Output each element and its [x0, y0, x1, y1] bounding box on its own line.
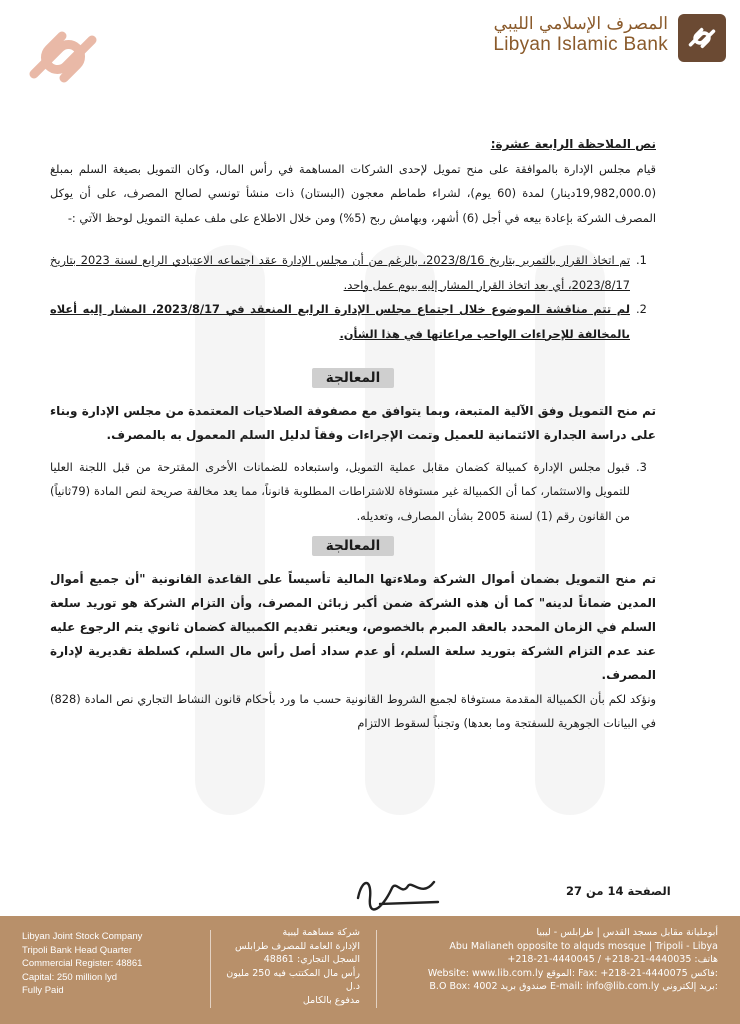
- brand-name: [493, 14, 668, 56]
- footer-line: Capital: 250 million lyd: [22, 971, 118, 983]
- footer-address-arabic: أبومليانة مقابل مسجد القدس | طرابلس - ليبيا: [536, 927, 718, 938]
- intro-paragraph: قيام مجلس الإدارة بالموافقة على منح تمويل لإحدى الشركات المساهمة في رأس المال، وكان التمويل بصيغة السلم بمبلغ (19,982,000.0دينار) لمدة (60 يوم)، لشراء طماطم معجون (البستان) ذات منشأ تونسي لصالح المصرف، على أن يوكل المصرف الشركة بإعادة بيعه في أجل (6) أشهر، وبهامش ربح (5%) ومن خلال الاطلاع على ملف عملية التمويل لوحظ الآتي :-: [50, 161, 657, 225]
- finding-text: تم اتخاذ القرار بالتمرير بتاريخ 2023/8/16، بالرغم من أن مجلس الإدارة عقد اجتماعه الاعتيادي الرابع لسنة 2023 بتاريخ 2023/8/17، أي بعد اتخاذ القرار المشار إليه بيوم عمل واحد.: [50, 253, 630, 292]
- closing-paragraph: ونؤكد لكم بأن الكمبيالة المقدمة مستوفاة لجميع الشروط القانونية حسب ما ورد بأحكام قانون النشاط التجاري نص المادة (828) في البيانات الجوهرية للسفتجة وما بعدها) وتجنباً لسقوط الالتزام: [50, 691, 656, 730]
- footer-line: مدفوع بالكامل: [302, 994, 360, 1006]
- footer-company-english: [22, 930, 142, 998]
- letterhead: [493, 14, 726, 74]
- brand-name-arabic: المصرف الإسلامي الليبي: [493, 14, 668, 34]
- list-number: 3.: [636, 459, 647, 474]
- list-number: 2.: [636, 302, 647, 316]
- brand-name-english: Libyan Islamic Bank: [493, 34, 668, 55]
- list-item: [50, 248, 656, 297]
- footer-divider: [210, 930, 211, 1008]
- list-number: 1.: [636, 253, 647, 267]
- footer-line: الإدارة العامة للمصرف طرابلس: [235, 940, 360, 952]
- document-body: [50, 132, 656, 736]
- letterhead-footer: [0, 916, 740, 1024]
- findings-list: [50, 248, 656, 346]
- footer-divider: [376, 930, 377, 1008]
- footer-company-arabic: [225, 926, 360, 1007]
- bank-logo-watermark-icon: [20, 14, 106, 100]
- signature-icon: [352, 868, 452, 914]
- footer-line: رأس مال المكتتب فيه 250 مليون د.ل: [226, 967, 360, 992]
- bank-logo-icon: [678, 14, 726, 62]
- footer-line: Commercial Register: 48861: [22, 958, 143, 969]
- treatment-paragraph: تم منح التمويل بضمان أموال الشركة وملاءتها المالية تأسيساً على القاعدة القانونية "أن جميع أموال المدين ضماناً لدينه" كما أن هذه الشركة ضمن أكبر زبائن المصرف، وأن التزام الشركة هو توريد سلعة السلم في الزمان المحدد بالعقد المبرم بالخصوص، ويعتبر تقديم الكمبيالة كضمان ثانوي يتم الرجوع عليه عند عدم التزام الشركة بتوريد سلعة السلم، أو عدم سداد أصل رأس مال السلم، كسلطة تقديرية لإدارة المصرف.: [50, 571, 656, 682]
- footer-line: Fully Paid: [22, 985, 64, 996]
- treatment-heading-label: المعالجة: [312, 536, 394, 556]
- page-number: الصفحة 14 من 27: [566, 884, 671, 898]
- treatment-paragraph: تم منح التمويل وفق الآلية المتبعة، وبما يتوافق مع مصفوفة الصلاحيات المعتمدة من مجلس الإدارة وبناء على دراسة الجدارة الائتمانية للعميل وتمت الإجراءات وفقاً لدليل السلم المعمول به بالمصرف.: [50, 403, 656, 442]
- footer-contact: [388, 926, 718, 994]
- treatment-heading: [50, 534, 656, 559]
- footer-address-english: Abu Malianeh opposite to alquds mosque | Tripoli - Libya: [449, 940, 718, 952]
- footer-line: Tripoli Bank Head Quarter: [22, 944, 133, 956]
- list-item: [50, 455, 656, 529]
- footer-line: شركة مساهمة ليبية: [282, 927, 360, 938]
- treatment-heading: [50, 366, 656, 391]
- finding-text: لم تتم مناقشة الموضوع خلال اجتماع مجلس الإدارة الرابع المنعقد في 2023/8/17، المشار إليه أعلاه بالمخالفة للإجراءات الواجب مراعاتها في هذا الشأن.: [50, 302, 630, 341]
- footer-email-box: B.O Box: 4002 صندوق بريد E-mail: info@lib.com.ly بريد إلكتروني:: [429, 981, 718, 992]
- treatment-heading-label: المعالجة: [312, 368, 394, 388]
- note-heading: نص الملاحظة الرابعة عشرة:: [490, 137, 656, 151]
- footer-line: السجل التجاري: 48861: [263, 954, 360, 965]
- list-item: [50, 297, 656, 346]
- footer-website-fax: Website: www.lib.com.ly الموقع: Fax: +218-21-4440075 فاكس:: [427, 967, 718, 979]
- footer-line: Libyan Joint Stock Company: [22, 931, 143, 942]
- footer-phone: هاتف: 4440035-21-218+ / 4440045-21-218+: [507, 954, 718, 965]
- finding-text: قبول مجلس الإدارة كمبيالة كضمان مقابل عملية التمويل، واستبعاده للضمانات الأخرى المقترحة من قبل اللجنة العليا للتمويل والاستثمار، كما أن الكمبيالة غير مستوفاة للاشتراطات المطلوبة قانوناً، مما يعد مخالفة صريحة لنص المادة (79ثانياً) من القانون رقم (1) لسنة 2005 بشأن المصارف، وتعديله.: [50, 459, 630, 523]
